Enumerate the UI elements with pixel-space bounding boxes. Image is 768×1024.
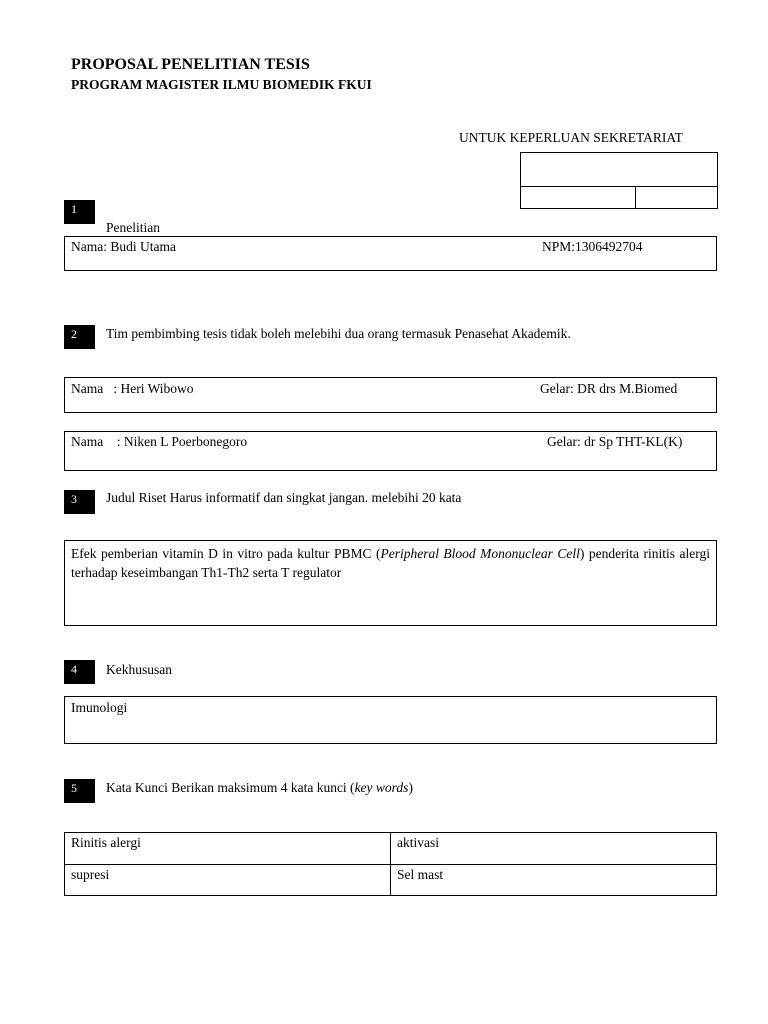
keyword-cell-4: Sel mast bbox=[397, 867, 444, 882]
researcher-name: Nama: Budi Utama bbox=[71, 239, 176, 254]
sekretariat-divider-h bbox=[521, 186, 717, 187]
keyword-cell-2: aktivasi bbox=[397, 835, 439, 850]
supervisor-2-name: Nama : Niken L Poerbonegoro bbox=[71, 434, 248, 449]
document-subtitle: PROGRAM MAGISTER ILMU BIOMEDIK FKUI bbox=[71, 77, 372, 92]
section-number-1: 1 bbox=[64, 200, 95, 224]
section3-label: Judul Riset Harus informatif dan singkat jangan. melebihi 20 kata bbox=[106, 490, 462, 505]
research-title-box bbox=[64, 540, 717, 626]
section5-label-italic: key words bbox=[354, 780, 409, 795]
keyword-cell-3: supresi bbox=[71, 867, 110, 882]
research-title-italic: Peripheral Blood Mononuclear Cell bbox=[380, 546, 580, 561]
research-title-part1: Efek pemberian vitamin D in vitro pada kultur PBMC ( bbox=[71, 546, 381, 561]
section-number-4: 4 bbox=[64, 660, 95, 684]
keywords-table bbox=[64, 832, 717, 896]
supervisor-box-1 bbox=[64, 377, 717, 413]
section5-label-part1: Kata Kunci Berikan maksimum 4 kata kunci ( bbox=[106, 780, 355, 795]
sekretariat-divider-v bbox=[635, 186, 636, 208]
section5-label bbox=[106, 780, 413, 796]
section-number-2: 2 bbox=[64, 325, 95, 349]
section1-label: Penelitian bbox=[106, 220, 160, 235]
sekretariat-label: UNTUK KEPERLUAN SEKRETARIAT bbox=[459, 130, 683, 145]
section2-label: Tim pembimbing tesis tidak boleh melebihi dua orang termasuk Penasehat Akademik. bbox=[106, 326, 571, 341]
section-number-5: 5 bbox=[64, 779, 95, 803]
researcher-npm: NPM:1306492704 bbox=[542, 239, 643, 254]
specialization-box bbox=[64, 696, 717, 744]
supervisor-1-title: Gelar: DR drs M.Biomed bbox=[540, 381, 678, 396]
research-title-part2: ) penderita rinitis alergi terhadap keseimbangan Th1-Th2 serta T regulator bbox=[71, 546, 710, 580]
specialization-value: Imunologi bbox=[71, 700, 128, 715]
section5-label-part2: ) bbox=[408, 780, 413, 795]
supervisor-box-2 bbox=[64, 431, 717, 471]
document-title: PROPOSAL PENELITIAN TESIS bbox=[71, 56, 310, 73]
researcher-box bbox=[64, 236, 717, 271]
research-title bbox=[71, 544, 710, 582]
section4-label: Kekhususan bbox=[106, 662, 172, 677]
section-number-3: 3 bbox=[64, 490, 95, 514]
supervisor-2-title: Gelar: dr Sp THT-KL(K) bbox=[547, 434, 683, 449]
keyword-cell-1: Rinitis alergi bbox=[71, 835, 141, 850]
supervisor-1-name: Nama : Heri Wibowo bbox=[71, 381, 194, 396]
sekretariat-box bbox=[520, 152, 718, 209]
